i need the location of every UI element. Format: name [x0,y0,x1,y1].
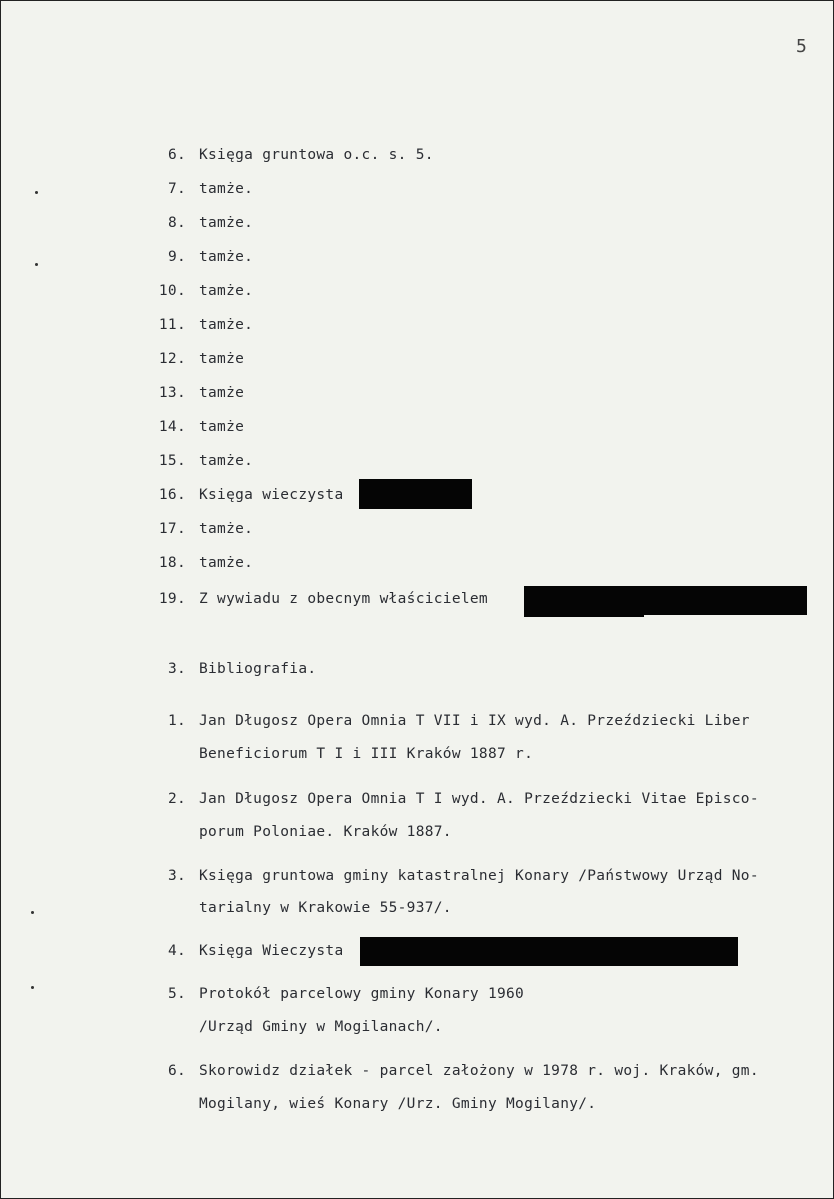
note-text: Księga wieczysta [199,487,344,503]
note-number: 14. [158,419,186,435]
note-text: tamże. [199,555,254,571]
note-number: 7. [167,181,186,197]
note-text: tamże. [199,215,254,231]
bibliography-number: 3. [167,868,186,884]
bibliography-number: 1. [167,713,186,729]
bibliography-text: Jan Długosz Opera Omnia T VII i IX wyd. A. Przeździecki Liber [199,713,750,729]
note-number: 10. [158,283,186,299]
redaction-box [635,586,807,615]
redaction-box [524,586,644,617]
note-text: tamże [199,419,245,435]
note-text: tamże. [199,521,254,537]
note-number: 16. [158,487,186,503]
note-text: tamże. [199,181,254,197]
margin-mark [31,911,34,914]
bibliography-text: Beneficiorum T I i III Kraków 1887 r. [199,746,534,762]
bibliography-text: Mogilany, wieś Konary /Urz. Gminy Mogilany/. [199,1096,597,1112]
redaction-box [359,479,472,509]
note-text: tamże. [199,453,254,469]
note-number: 12. [158,351,186,367]
bibliography-text: Księga gruntowa gminy katastralnej Konary /Państwowy Urząd No- [199,868,759,884]
margin-mark [31,986,34,989]
page-number: 5 [796,36,807,57]
section-number: 3. [167,661,186,677]
bibliography-text: Protokół parcelowy gminy Konary 1960 [199,986,525,1002]
bibliography-number: 5. [167,986,186,1002]
note-number: 6. [167,147,186,163]
note-number: 13. [158,385,186,401]
bibliography-text: /Urząd Gminy w Mogilanach/. [199,1019,443,1035]
section-title: Bibliografia. [199,661,317,677]
bibliography-text: Księga Wieczysta [199,943,344,959]
note-text: tamże [199,385,245,401]
bibliography-text: porum Poloniae. Kraków 1887. [199,824,452,840]
note-text: Księga gruntowa o.c. s. 5. [199,147,434,163]
note-text: tamże. [199,283,254,299]
bibliography-number: 6. [167,1063,186,1079]
margin-mark [35,191,38,194]
note-number: 19. [158,591,186,607]
note-number: 18. [158,555,186,571]
note-text: Z wywiadu z obecnym właścicielem [199,591,488,607]
bibliography-number: 2. [167,791,186,807]
bibliography-number: 4. [167,943,186,959]
note-number: 8. [167,215,186,231]
note-text: tamże. [199,317,254,333]
margin-mark [35,263,38,266]
bibliography-text: tarialny w Krakowie 55-937/. [199,900,452,916]
redaction-box [360,937,738,966]
note-number: 15. [158,453,186,469]
note-number: 11. [158,317,186,333]
note-number: 9. [167,249,186,265]
note-text: tamże. [199,249,254,265]
bibliography-text: Jan Długosz Opera Omnia T I wyd. A. Przeździecki Vitae Episco- [199,791,759,807]
note-text: tamże [199,351,245,367]
bibliography-text: Skorowidz działek - parcel założony w 1978 r. woj. Kraków, gm. [199,1063,759,1079]
note-number: 17. [158,521,186,537]
